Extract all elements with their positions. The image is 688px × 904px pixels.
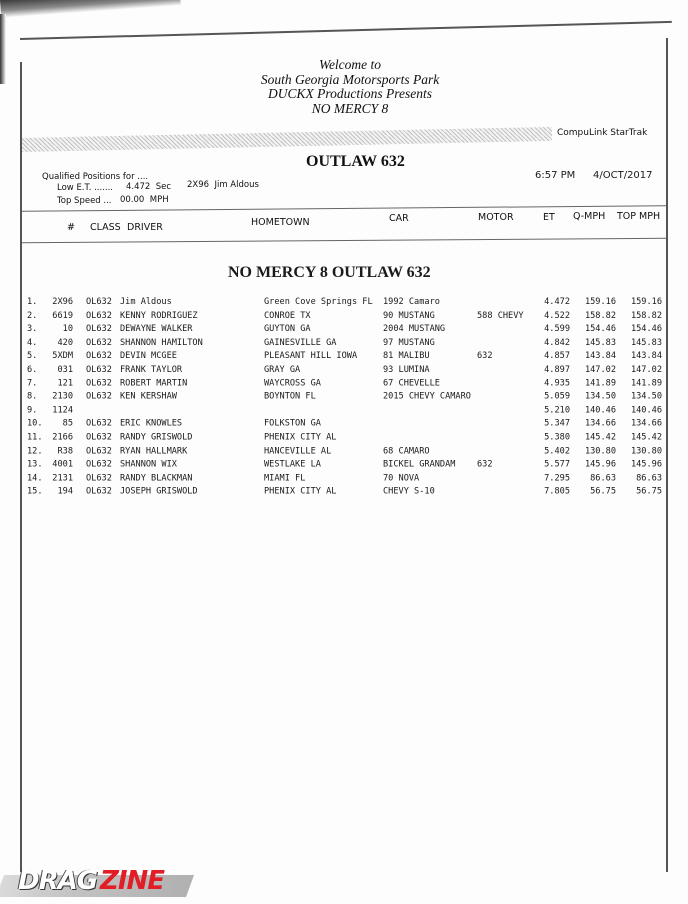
cell-hometown: WAYCROSS GA (264, 378, 321, 389)
cell-driver: JOSEPH GRISWOLD (120, 486, 198, 497)
cell-car-number: R38 (57, 445, 73, 456)
cell-q-mph: 141.89 (584, 378, 616, 389)
cell-class: OL632 (86, 297, 112, 307)
cell-position: 3. (27, 324, 38, 335)
cell-et: 5.347 (544, 418, 570, 429)
cell-class: OL632 (86, 324, 112, 335)
print-date: 4/OCT/2017 (593, 170, 653, 181)
cell-class: OL632 (86, 310, 112, 321)
track-name: South Georgia Motorsports Park (260, 71, 440, 87)
cell-car-number: 2130 (52, 391, 73, 402)
cell-position: 1. (27, 297, 38, 307)
cell-hometown: PHENIX CITY AL (264, 486, 337, 497)
cell-hometown: PLEASANT HILL IOWA (264, 351, 358, 362)
cell-position: 6. (27, 364, 38, 375)
cell-top-mph: 145.83 (630, 337, 662, 348)
cell-hometown: CONROE TX (264, 310, 311, 321)
table-row (0, 391, 688, 405)
cell-class: OL632 (86, 418, 112, 429)
table-row (0, 418, 688, 432)
cell-hometown: WESTLAKE LA (264, 459, 321, 470)
cell-top-mph: 134.50 (630, 391, 662, 402)
cell-car: 81 MALIBU (383, 351, 430, 362)
header-rule-bottom (22, 238, 666, 243)
cell-driver: KEN KERSHAW (120, 391, 177, 402)
cell-car: 97 MUSTANG (383, 337, 435, 348)
cell-car: 67 CHEVELLE (383, 378, 440, 389)
cell-top-mph: 147.02 (630, 364, 662, 375)
cell-driver: Jim Aldous (120, 297, 172, 307)
cell-position: 12. (27, 445, 43, 456)
col-et: ET (543, 212, 555, 223)
table-row (0, 445, 688, 459)
cell-driver: RYAN HALLMARK (120, 445, 188, 456)
cell-position: 10. (27, 418, 43, 429)
cell-q-mph: 145.42 (584, 432, 616, 443)
cell-car-number: 031 (57, 364, 73, 375)
cell-driver: RANDY GRISWOLD (120, 432, 193, 443)
cell-top-mph: 143.84 (630, 351, 662, 362)
cell-top-mph: 86.63 (636, 473, 662, 484)
cell-car-number: 10 (62, 324, 73, 335)
cell-et: 4.522 (544, 310, 570, 321)
cell-top-mph: 154.46 (630, 324, 662, 335)
cell-top-mph: 141.89 (630, 378, 662, 389)
page-shadow-corner (0, 0, 181, 18)
cell-car-number: 420 (57, 337, 73, 348)
cell-q-mph: 140.46 (584, 405, 616, 416)
welcome-line: Welcome to (318, 57, 382, 72)
col-motor: MOTOR (478, 212, 514, 223)
cell-car: 2015 CHEVY CAMARO (383, 391, 471, 402)
cell-car-number: 2X96 (52, 297, 73, 307)
cell-car-number: 5XDM (52, 351, 73, 362)
cell-top-mph: 140.46 (630, 405, 662, 416)
cell-position: 5. (27, 351, 38, 362)
col-driver: DRIVER (127, 222, 163, 233)
cell-top-mph: 145.96 (630, 459, 662, 470)
col-hometown: HOMETOWN (251, 217, 310, 228)
cell-q-mph: 145.83 (584, 337, 616, 348)
cell-q-mph: 134.50 (584, 391, 616, 402)
cell-q-mph: 159.16 (584, 297, 616, 307)
cell-position: 14. (27, 473, 43, 484)
cell-car-number: 4001 (52, 459, 73, 470)
cell-class: OL632 (86, 337, 112, 348)
col-num: # (67, 222, 75, 233)
cell-car: 90 MUSTANG (383, 310, 435, 321)
cell-top-mph: 145.42 (630, 432, 662, 443)
cell-car: 2004 MUSTANG (383, 324, 446, 335)
cell-driver: KENNY RODRIGUEZ (120, 310, 198, 321)
cell-et: 4.599 (544, 324, 570, 335)
col-qmph: Q-MPH (573, 211, 606, 222)
cell-car: 1992 Camaro (383, 297, 440, 307)
cell-hometown: GRAY GA (264, 364, 301, 375)
table-row (0, 404, 688, 418)
low-et-label: Low E.T. ....... (57, 183, 114, 193)
cell-car-number: 194 (57, 486, 73, 497)
cell-hometown: HANCEVILLE AL (264, 445, 332, 456)
event-name: NO MERCY 8 (311, 100, 389, 116)
cell-motor: 588 CHEVY (477, 310, 524, 321)
page-shadow-edge (0, 14, 6, 84)
cell-et: 5.210 (544, 405, 570, 416)
table-row (0, 459, 688, 473)
top-speed-value: 00.00 MPH (120, 195, 169, 205)
cell-et: 4.472 (544, 297, 570, 307)
cell-motor: 632 (477, 351, 493, 362)
class-title: OUTLAW 632 (306, 153, 405, 170)
cell-position: 4. (27, 337, 38, 348)
cell-q-mph: 56.75 (590, 486, 616, 497)
cell-et: 4.897 (544, 364, 570, 375)
table-row (0, 310, 688, 324)
watermark-logo-zine: ZINE (100, 866, 165, 896)
cell-et: 4.842 (544, 337, 570, 348)
cell-class: OL632 (86, 351, 112, 362)
cell-et: 5.577 (544, 459, 570, 470)
cell-car-number: 121 (57, 378, 73, 389)
cell-hometown: BOYNTON FL (264, 391, 316, 402)
cell-class: OL632 (86, 391, 112, 402)
cell-et: 5.380 (544, 432, 570, 443)
cell-driver: ERIC KNOWLES (120, 418, 183, 429)
cell-q-mph: 158.82 (584, 310, 616, 321)
table-row (0, 323, 688, 337)
cell-q-mph: 86.63 (590, 473, 616, 484)
cell-class: OL632 (86, 378, 112, 389)
cell-position: 11. (27, 432, 43, 443)
cell-car: BICKEL GRANDAM (383, 459, 456, 470)
cell-position: 15. (27, 486, 43, 497)
cell-driver: DEWAYNE WALKER (120, 324, 193, 335)
cell-driver: ROBERT MARTIN (120, 378, 188, 389)
cell-class: OL632 (86, 445, 112, 456)
cell-q-mph: 147.02 (584, 364, 616, 375)
cell-class: OL632 (86, 432, 112, 443)
cell-driver: DEVIN MCGEE (120, 351, 177, 362)
system-name: CompuLink StarTrak (557, 128, 648, 138)
cell-q-mph: 143.84 (584, 351, 616, 362)
cell-car: 93 LUMINA (383, 364, 430, 375)
cell-car-number: 85 (62, 418, 73, 429)
cell-et: 7.295 (544, 473, 570, 484)
cell-hometown: GAINESVILLE GA (264, 337, 337, 348)
table-row (0, 486, 688, 500)
low-et-value: 4.472 Sec (126, 182, 172, 192)
cell-driver: FRANK TAYLOR (120, 364, 183, 375)
cell-driver: SHANNON HAMILTON (120, 337, 203, 348)
table-row (0, 472, 688, 486)
cell-top-mph: 56.75 (636, 486, 662, 497)
cell-car-number: 6619 (52, 310, 73, 321)
cell-et: 7.805 (544, 486, 570, 497)
welcome-header (220, 58, 480, 116)
cell-hometown: GUYTON GA (264, 324, 311, 335)
cell-class: OL632 (86, 459, 112, 470)
col-topmph: TOP MPH (617, 211, 661, 222)
cell-hometown: MIAMI FL (264, 473, 306, 484)
cell-position: 13. (27, 459, 43, 470)
cell-car-number: 2131 (52, 473, 73, 484)
cell-et: 5.402 (544, 445, 570, 456)
table-row (0, 364, 688, 378)
low-et-holder: 2X96 Jim Aldous (187, 180, 259, 190)
dithered-stripe (22, 127, 552, 152)
table-row (0, 350, 688, 364)
cell-top-mph: 130.80 (630, 445, 662, 456)
cell-q-mph: 134.66 (584, 418, 616, 429)
cell-q-mph: 145.96 (584, 459, 616, 470)
table-row (0, 431, 688, 445)
cell-class: OL632 (86, 486, 112, 497)
cell-class: OL632 (86, 364, 112, 375)
table-row (0, 296, 688, 310)
cell-position: 9. (27, 405, 38, 416)
presenter: DUCKX Productions Presents (268, 86, 432, 101)
cell-et: 4.857 (544, 351, 570, 362)
cell-top-mph: 158.82 (630, 310, 662, 321)
qualified-label: Qualified Positions for .... (42, 172, 149, 182)
cell-top-mph: 159.16 (630, 297, 662, 307)
col-car: CAR (389, 213, 409, 224)
cell-top-mph: 134.66 (630, 418, 662, 429)
table-row (0, 337, 688, 351)
watermark-logo-drag: DRAG (18, 866, 98, 896)
cell-car: 68 CAMARO (383, 445, 430, 456)
results-title: NO MERCY 8 OUTLAW 632 (228, 264, 431, 281)
cell-car: 70 NOVA (383, 473, 420, 484)
cell-motor: 632 (477, 459, 493, 470)
table-row (0, 377, 688, 391)
cell-driver: RANDY BLACKMAN (120, 473, 193, 484)
cell-et: 5.059 (544, 391, 570, 402)
cell-hometown: PHENIX CITY AL (264, 432, 337, 443)
cell-q-mph: 130.80 (584, 445, 616, 456)
cell-car-number: 2166 (52, 432, 73, 443)
cell-hometown: FOLKSTON GA (264, 418, 321, 429)
cell-driver: SHANNON WIX (120, 459, 177, 470)
cell-position: 8. (27, 391, 38, 402)
cell-hometown: Green Cove Springs FL (264, 297, 373, 307)
cell-et: 4.935 (544, 378, 570, 389)
cell-position: 7. (27, 378, 38, 389)
cell-position: 2. (27, 310, 38, 321)
top-speed-label: Top Speed ... (57, 196, 112, 206)
cell-q-mph: 154.46 (584, 324, 616, 335)
header-rule-top (22, 205, 666, 212)
cell-car: CHEVY S-10 (383, 486, 435, 497)
print-time: 6:57 PM (535, 170, 576, 181)
cell-car-number: 1124 (52, 405, 73, 416)
col-class: CLASS (90, 222, 121, 233)
cell-class: OL632 (86, 473, 112, 484)
results-table (0, 296, 688, 500)
